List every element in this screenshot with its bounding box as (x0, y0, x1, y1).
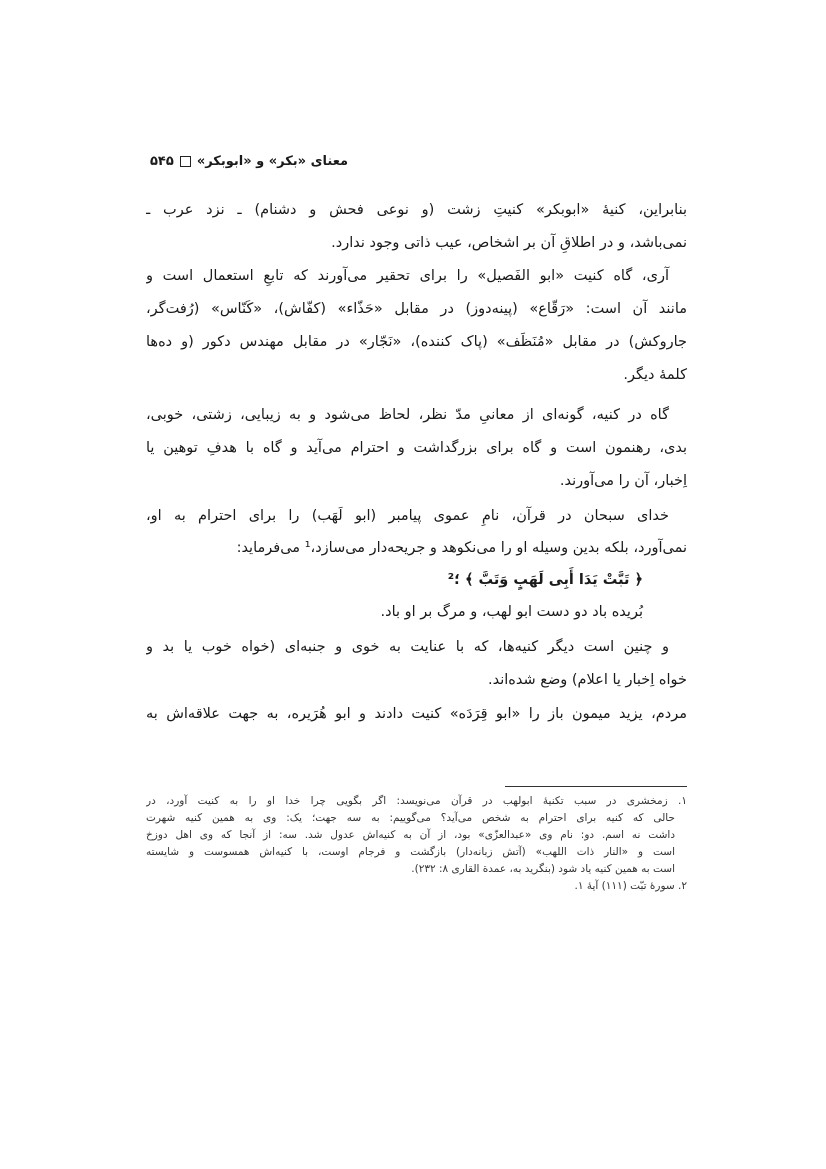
body-line: آری، گاه کنیت «ابو الفَصیل» را برای تحقیر می‌آورند که تابعِ استعمال است و (146, 268, 669, 284)
page-number: ۵۴۵ (150, 154, 174, 169)
body-line: و چنین است دیگر کنیه‌ها، که با عنایت به خوی و جنبه‌ای (خواه خوب یا بد و (146, 639, 669, 655)
footnote-line: داشت نه اسم. دو: نام وی «عبدالعزّی» بود، از آن به کنیه‌اش عدول شد. سه: از آنجا که وی اهل دوزخ (146, 829, 675, 841)
body-line: نمی‌آورد، بلکه بدین وسیله او را می‌نکوهد و جریحه‌دار می‌سازد،¹ می‌فرماید: (236, 540, 687, 556)
body-line: جاروکش) در مقابل «مُنَظِّف» (پاک کننده)، «نَجّار» در مقابل مهندس دکور (و ده‌ها (146, 334, 687, 350)
footnote-line: ۱. زمخشری در سبب تکنیهٔ ابولهب در قرآن می‌نویسد: اگر بگویی چرا خدا او را به کنیت آورد، در (146, 795, 687, 807)
body-line: بنابراین، کنیهٔ «ابوبکر» کنیتِ زشت (و نوعی فحش و دشنام) ـ نزد عرب ـ (146, 202, 687, 218)
verse-translation: بُریده باد دو دست ابو لهب، و مرگ بر او باد. (380, 604, 643, 620)
body-line: بدی، رهنمون است و گاه برای بزرگداشت و احترام می‌آید و گاه با هدفِ توهین یا (146, 440, 687, 456)
footnote-line: ۲. سورهٔ تبّت (۱۱۱) آیهٔ ۱. (574, 880, 687, 892)
body-line: اِخبار، آن را می‌آورند. (559, 473, 687, 489)
footnote-line: است به همین کنیه یاد شود (بنگرید به، عمدة القاری ۸: ۲۳۲). (411, 863, 675, 875)
body-line: کلمهٔ دیگر. (623, 367, 687, 383)
footnote-line: حالی که کنیه برای احترام به شخص می‌آید؟ می‌گوییم: به سه جهت؛ یک: وی به همین کنیه شهرت (146, 812, 675, 824)
body-line: خدای سبحان در قرآن، نامِ عموی پیامبر (ابو لَهَب) را برای احترام به او، (146, 508, 669, 524)
body-line: مانند آن است: «رَقّاع» (پینه‌دوز) در مقابل «حَذّاء» (کفّاش)، «کَنّاس» (رُفت‌گر، (146, 301, 687, 317)
running-header (150, 154, 348, 169)
quran-verse: ﴿ تَبَّتْ یَدَا أَبِی لَهَبٍ وَتَبَّ ﴾ ؛² (447, 572, 643, 588)
header-title: معنای «بکر» و «ابوبکر» (196, 154, 349, 169)
body-line: گاه در کنیه، گونه‌ای از معانیِ مدّ نظر، لحاظ می‌شود و به زیبایی، زشتی، خوبی، (146, 407, 669, 423)
square-bullet-icon (180, 156, 191, 167)
footnote-separator (505, 786, 687, 787)
body-line: نمی‌باشد، و در اطلاقِ آن بر اشخاص، عیب ذاتی وجود ندارد. (331, 235, 687, 251)
footnote-line: است و «النار ذات اللهب» (آتش زبانه‌دار) بازگشت و فرجام اوست، با کنیه‌اش همسوست و شایسته (146, 846, 675, 858)
body-line: خواه اِخبار یا اعلام) وضع شده‌اند. (487, 672, 687, 688)
body-line: مردم، یزید میمون باز را «ابو قِرَدَه» کنیت دادند و ابو هُرَیره، به جهت علاقه‌اش به (146, 706, 687, 722)
